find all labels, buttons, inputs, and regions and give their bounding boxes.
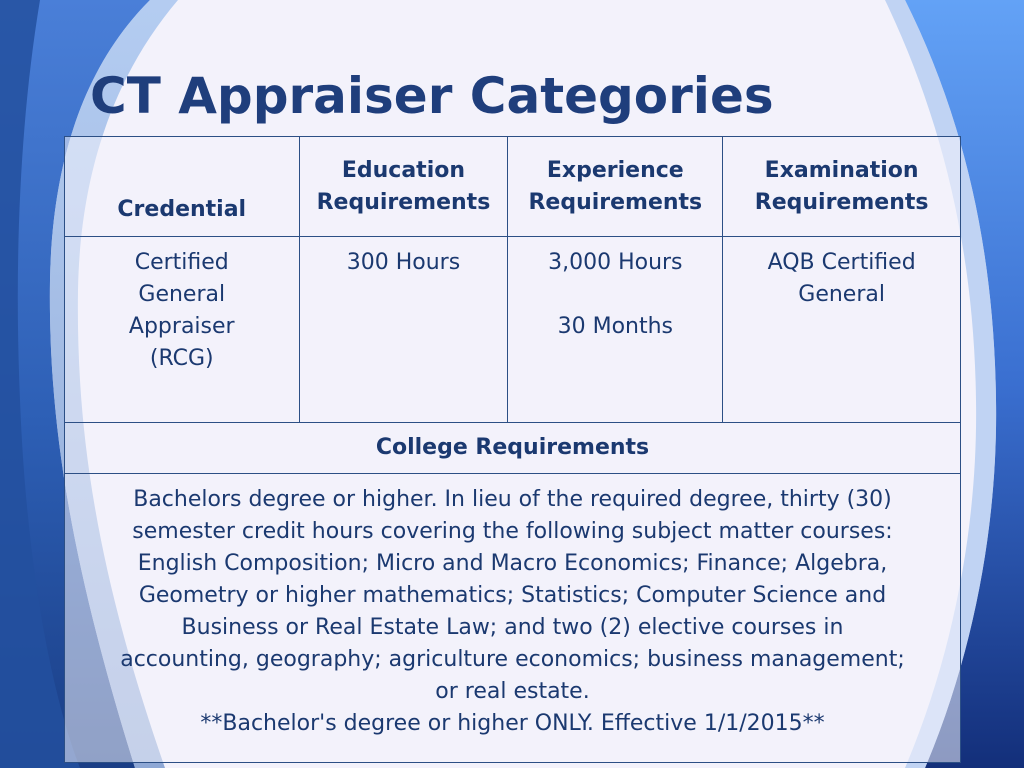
credential-line: Appraiser [128,314,235,339]
credential-line: Certified [134,250,229,275]
cell-education [299,237,508,423]
header-credential [65,137,300,237]
cell-credential [65,237,300,423]
cell-experience [508,237,723,423]
college-header-row [65,423,961,474]
college-requirements-text [65,474,961,763]
header-education-line: Requirements [316,189,491,215]
slide-title: CT Appraiser Categories [90,67,774,125]
experience-months: 30 Months [557,314,674,339]
header-experience-line: Experience [546,157,684,183]
table-header-row [65,137,961,237]
cell-examination [723,237,961,423]
header-education [299,137,508,237]
header-examination [723,137,961,237]
appraiser-requirements-table [64,136,961,763]
college-text-line: Geometry or higher mathematics; Statistics; Computer Science and [138,583,887,608]
college-text-line: or real estate. [435,679,590,704]
experience-hours: 3,000 Hours [548,250,683,275]
examination-line: General [798,282,885,307]
college-text-line: Business or Real Estate Law; and two (2) elective courses in [181,615,844,640]
credential-line: General [138,282,226,307]
header-examination-line: Requirements [754,189,929,215]
header-examination-line: Examination [764,157,919,183]
experience-spacer [514,279,716,311]
college-text-line: semester credit hours covering the following subject matter courses: [132,519,893,544]
college-text-line: Bachelors degree or higher. In lieu of the required degree, thirty (30) [133,487,892,512]
credential-line: (RCG) [149,346,214,371]
college-text-line: English Composition; Micro and Macro Economics; Finance; Algebra, [137,551,888,576]
college-requirements-heading: College Requirements [65,423,961,474]
header-experience-line: Requirements [528,189,703,215]
college-text-row [65,474,961,763]
header-education-line: Education [341,157,466,183]
header-experience [508,137,723,237]
education-value: 300 Hours [346,250,461,275]
header-credential-label: Credential [117,197,247,222]
college-text-line: accounting, geography; agriculture economics; business management; [120,647,905,672]
college-effective-note: **Bachelor's degree or higher ONLY. Effective 1/1/2015** [200,711,825,736]
examination-line: AQB Certified [767,250,916,275]
table-row [65,237,961,423]
